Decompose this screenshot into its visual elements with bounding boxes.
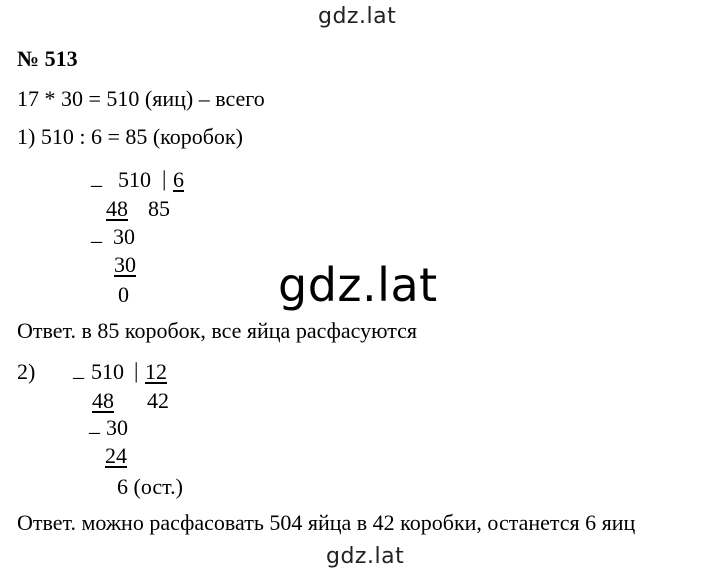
remainder-partial: 30: [113, 224, 135, 249]
watermark-bottom: gdz.lat: [326, 544, 405, 569]
divisor: 12: [145, 359, 167, 384]
watermark-top: gdz.lat: [318, 4, 397, 29]
step2-label: 2): [17, 359, 36, 384]
subtrahend: 48: [92, 388, 114, 413]
step2-answer: Ответ. можно расфасовать 504 яйца в 42 коробки, останется 6 яиц: [17, 510, 636, 535]
problem-number: № 513: [17, 46, 78, 71]
remainder-partial: 30: [106, 415, 128, 440]
division-bar: |: [162, 166, 167, 191]
step1-answer: Ответ. в 85 коробок, все яйца расфасуются: [17, 318, 418, 343]
minus-sign: _: [91, 164, 102, 189]
minus-sign: _: [73, 356, 84, 381]
quotient: 42: [147, 388, 169, 413]
subtrahend: 30: [114, 252, 136, 277]
divisor: 6: [173, 167, 184, 192]
subtrahend: 24: [105, 443, 127, 468]
remainder: 0: [118, 282, 129, 307]
minus-sign: _: [89, 411, 100, 436]
quotient: 85: [148, 196, 170, 221]
total-line: 17 * 30 = 510 (яиц) – всего: [17, 86, 265, 111]
remainder: 6 (ост.): [117, 474, 183, 499]
step1-equation: 1) 510 : 6 = 85 (коробок): [17, 124, 243, 149]
division-bar: |: [134, 358, 139, 383]
watermark-center: gdz.lat: [278, 258, 438, 312]
minus-sign: _: [91, 220, 102, 245]
subtrahend: 48: [106, 196, 128, 221]
dividend: 510: [91, 359, 124, 384]
dividend: 510: [118, 167, 151, 192]
